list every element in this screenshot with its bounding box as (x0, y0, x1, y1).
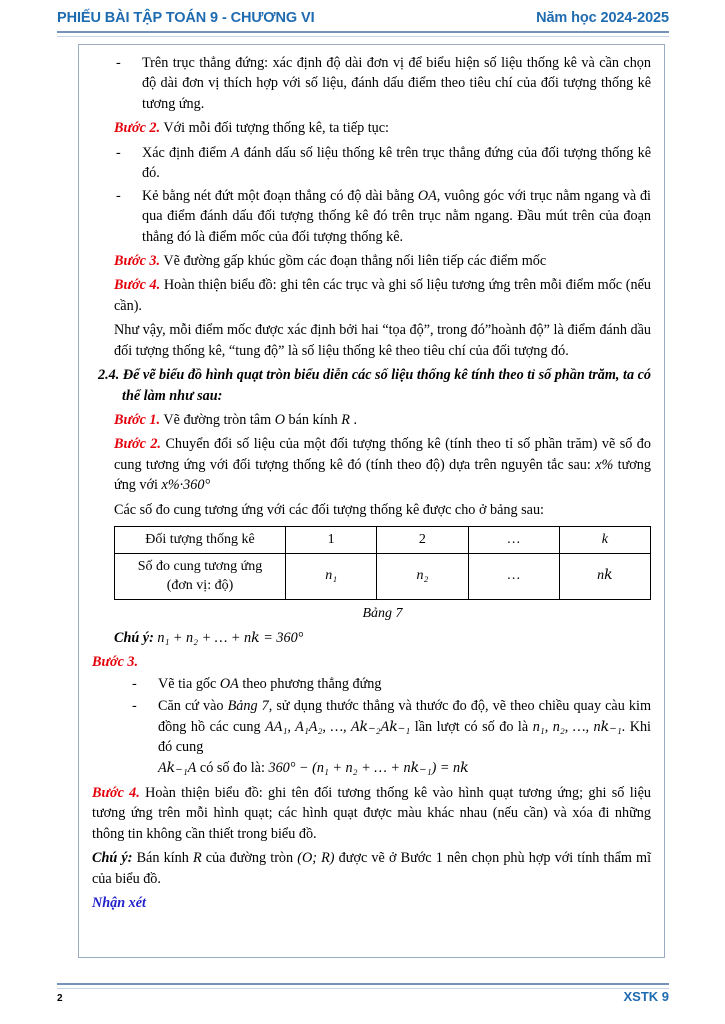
bullet-text-pre: Vẽ tia gốc (158, 675, 220, 692)
summary-paragraph: Như vậy, mỗi điểm mốc được xác định bởi hai “tọa độ”, trong đó”hoành độ” là điểm đánh dầu đối tượng thống kê, “tung độ” là số liệu thống kê theo tiêu chí của đối tượng đó. (114, 322, 651, 359)
math-symbol-A: A (230, 144, 240, 161)
bullet-text-mid: , sử dụng thước thẳng và thước đo độ, vẽ theo chiều quay càu kim đồng hồ các cung (158, 698, 651, 735)
step-2-paragraph (92, 118, 651, 138)
pie-step-2-paragraph (92, 434, 651, 495)
note-text-mid: của đường tròn (201, 850, 298, 867)
math-symbol-OA: OA (417, 187, 437, 204)
dash-marker: - (116, 55, 121, 71)
step-label: Bước 3. (114, 252, 161, 269)
bullet-list-axis (92, 53, 651, 114)
bullet-text-end: . Khi đó cung (158, 718, 651, 755)
bullet-text: Trên trục thẳng đứng: xác định độ dài đơn vị để biểu hiện số liệu thống kê và cần chọn độ dài đơn vị thích hợp với số liệu, đánh dấu điểm theo tiêu chí của đối tượng thống kê tương ứng. (142, 55, 651, 112)
bullet-list-step2 (92, 143, 651, 247)
row-header-cell (115, 554, 286, 599)
note-text-pre: Bán kính (132, 850, 193, 867)
row-header-line2: (đơn vị: độ) (166, 577, 234, 593)
step-text-pre: Chuyển đổi số liệu của một đối tượng thống kê (tính theo tỉ số phần trăm) vẽ số đo cung tương ứng với đối tượng thống kê đó (tính theo độ) dựa trên nguyên tắc sau: (114, 436, 651, 473)
table-cell: … (468, 527, 559, 554)
step-label: Bước 4. (92, 784, 140, 801)
step-text-mid: tương ứng với (114, 456, 651, 494)
list-item (130, 696, 651, 779)
table-cell: 1 (286, 527, 377, 554)
step-text: Hoàn thiện biểu đồ: ghi tên các trục và ghi số liệu tương ứng trên mỗi điểm mốc (nếu cần). (114, 277, 651, 314)
dash-marker: - (116, 187, 121, 204)
table-intro-paragraph: Các số đo cung tương ứng với các đối tượng thống kê được cho ở bảng sau: (114, 501, 544, 518)
math-percent-x-360: x%·360° (161, 477, 211, 494)
list-item (114, 143, 651, 184)
math-symbol-O: O (274, 412, 285, 428)
step-text-post: . (349, 412, 358, 428)
dash-marker: - (116, 144, 121, 161)
content-box (78, 44, 665, 958)
page-header (57, 10, 669, 26)
pie-step-4-paragraph (92, 783, 651, 844)
step-text: Vẽ đường gấp khúc gồm các đoạn thẳng nối liên tiếp các điểm mốc (160, 252, 547, 269)
note-1-paragraph (92, 628, 651, 648)
remark-heading: Nhận xét (92, 895, 146, 911)
dash-marker: - (132, 698, 137, 715)
step-text-mid: bán kính (284, 412, 342, 428)
table-cell: n𝑘 (559, 554, 650, 599)
header-divider (57, 31, 669, 37)
pie-step-3-heading (92, 652, 651, 672)
subsection-number: 2.4. (98, 367, 120, 384)
table-cell: 2 (377, 527, 468, 554)
math-circle-notation: (O; R) (297, 850, 335, 867)
note-2-paragraph (92, 848, 651, 889)
step-label: Bước 1. (114, 412, 161, 428)
step-text: Với mỗi đối tượng thống kê, ta tiếp tục: (160, 120, 389, 137)
bullet-text-post: theo phương thẳng đứng (238, 675, 382, 692)
math-symbol-OA: OA (219, 675, 239, 692)
table-cell: n₂ (377, 554, 468, 599)
step-label: Bước 4. (114, 277, 161, 294)
header-title-left: PHIẾU BÀI TẬP TOÁN 9 - CHƯƠNG VI (57, 10, 315, 26)
pie-step-1-paragraph (92, 410, 651, 430)
note-label: Chú ý: (92, 850, 133, 867)
step-label: Bước 3. (92, 654, 139, 671)
math-symbol-R: R (341, 412, 350, 428)
page-footer (57, 989, 669, 1004)
row-header-cell: Đối tượng thống kê (115, 527, 286, 554)
math-measure-list: n₁, n₂, …, n𝑘₋₁ (532, 718, 622, 735)
table-cell: … (468, 554, 559, 599)
note-text-post: được vẽ ở Bước 1 nên chọn phù hợp với tính thẩm mĩ của biểu đồ. (92, 850, 652, 887)
dash-marker: - (132, 675, 137, 692)
bullet-text-pre: Căn cứ vào (158, 698, 228, 715)
table-row (115, 554, 651, 599)
math-percent-x: x% (595, 456, 614, 473)
note-label: Chú ý: (114, 629, 154, 646)
step-3-paragraph (92, 251, 651, 271)
table-reference: Bảng 7 (227, 698, 269, 715)
list-item (114, 186, 651, 247)
formula-text: có số đo là: (196, 760, 269, 777)
table-row (115, 527, 651, 554)
note-formula: n₁ + n₂ + … + n𝑘 = 360° (157, 629, 304, 646)
table-caption: Bảng 7 (362, 605, 403, 621)
subsection-title-line2: thể làm như sau: (122, 387, 223, 404)
table-wrapper (92, 526, 651, 622)
arc-measure-table (114, 526, 651, 600)
bullet-text-pre: Kẻ bằng nét đứt một đoạn thẳng có độ dài bằng (142, 187, 418, 204)
math-final-formula: 360° − (n₁ + n₂ + … + n𝑘₋₁) = n𝑘 (268, 760, 469, 777)
math-arc-list: AA₁, A₁A₂, …, A𝑘₋₂A𝑘₋₁ (265, 718, 411, 735)
list-item (130, 674, 651, 694)
math-arc-last: A𝑘₋₁A (158, 760, 197, 777)
subsection-title: Để vẽ biểu đồ hình quạt tròn biểu diễn các số liệu thống kê tính theo tỉ số phần trăm, ta có (119, 367, 651, 384)
step-text: Hoàn thiện biểu đồ: ghi tên đối tương thống kê vào hình quạt tương ứng; ghi số liệu tương ứng trên mỗi hình quạt; các hình quạt được màu khác nhau (nếu cần) và xóa đi những thông tin không cần thiết trong biểu đồ. (92, 784, 651, 842)
table-cell: n₁ (286, 554, 377, 599)
footer-label: XSTK 9 (623, 989, 669, 1004)
page-number: 2 (57, 993, 63, 1004)
bullet-text-post: đánh dấu số liệu thống kê trên trục thẳng đứng của đối tượng thống kê đó. (142, 144, 651, 182)
step-4-paragraph (92, 275, 651, 316)
subsection-2-4 (92, 365, 651, 406)
arc-formula-line (158, 758, 651, 778)
math-symbol-R: R (192, 850, 202, 867)
header-title-right: Năm học 2024-2025 (536, 10, 669, 26)
bullet-text-post: , vuông góc với trục nằm ngang và đi qua điểm đánh dấu đối tượng thống kê đó trên trục nằm ngang. Đầu mút trên của đoạn thẳng đó là điểm mốc của đối tượng thống kê. (142, 187, 651, 245)
table-cell: k (559, 527, 650, 554)
step-label: Bước 2. (114, 120, 161, 137)
bullet-text-pre: Xác định điểm (142, 144, 231, 161)
row-header-line1: Số đo cung tương ứng (137, 559, 263, 575)
bullet-list-step3 (92, 674, 651, 779)
step-text-pre: Vẽ đường tròn tâm (160, 412, 275, 428)
step-label: Bước 2. (114, 436, 161, 453)
bullet-text-mid2: lần lượt có số đo là (410, 718, 533, 735)
list-item (114, 53, 651, 114)
